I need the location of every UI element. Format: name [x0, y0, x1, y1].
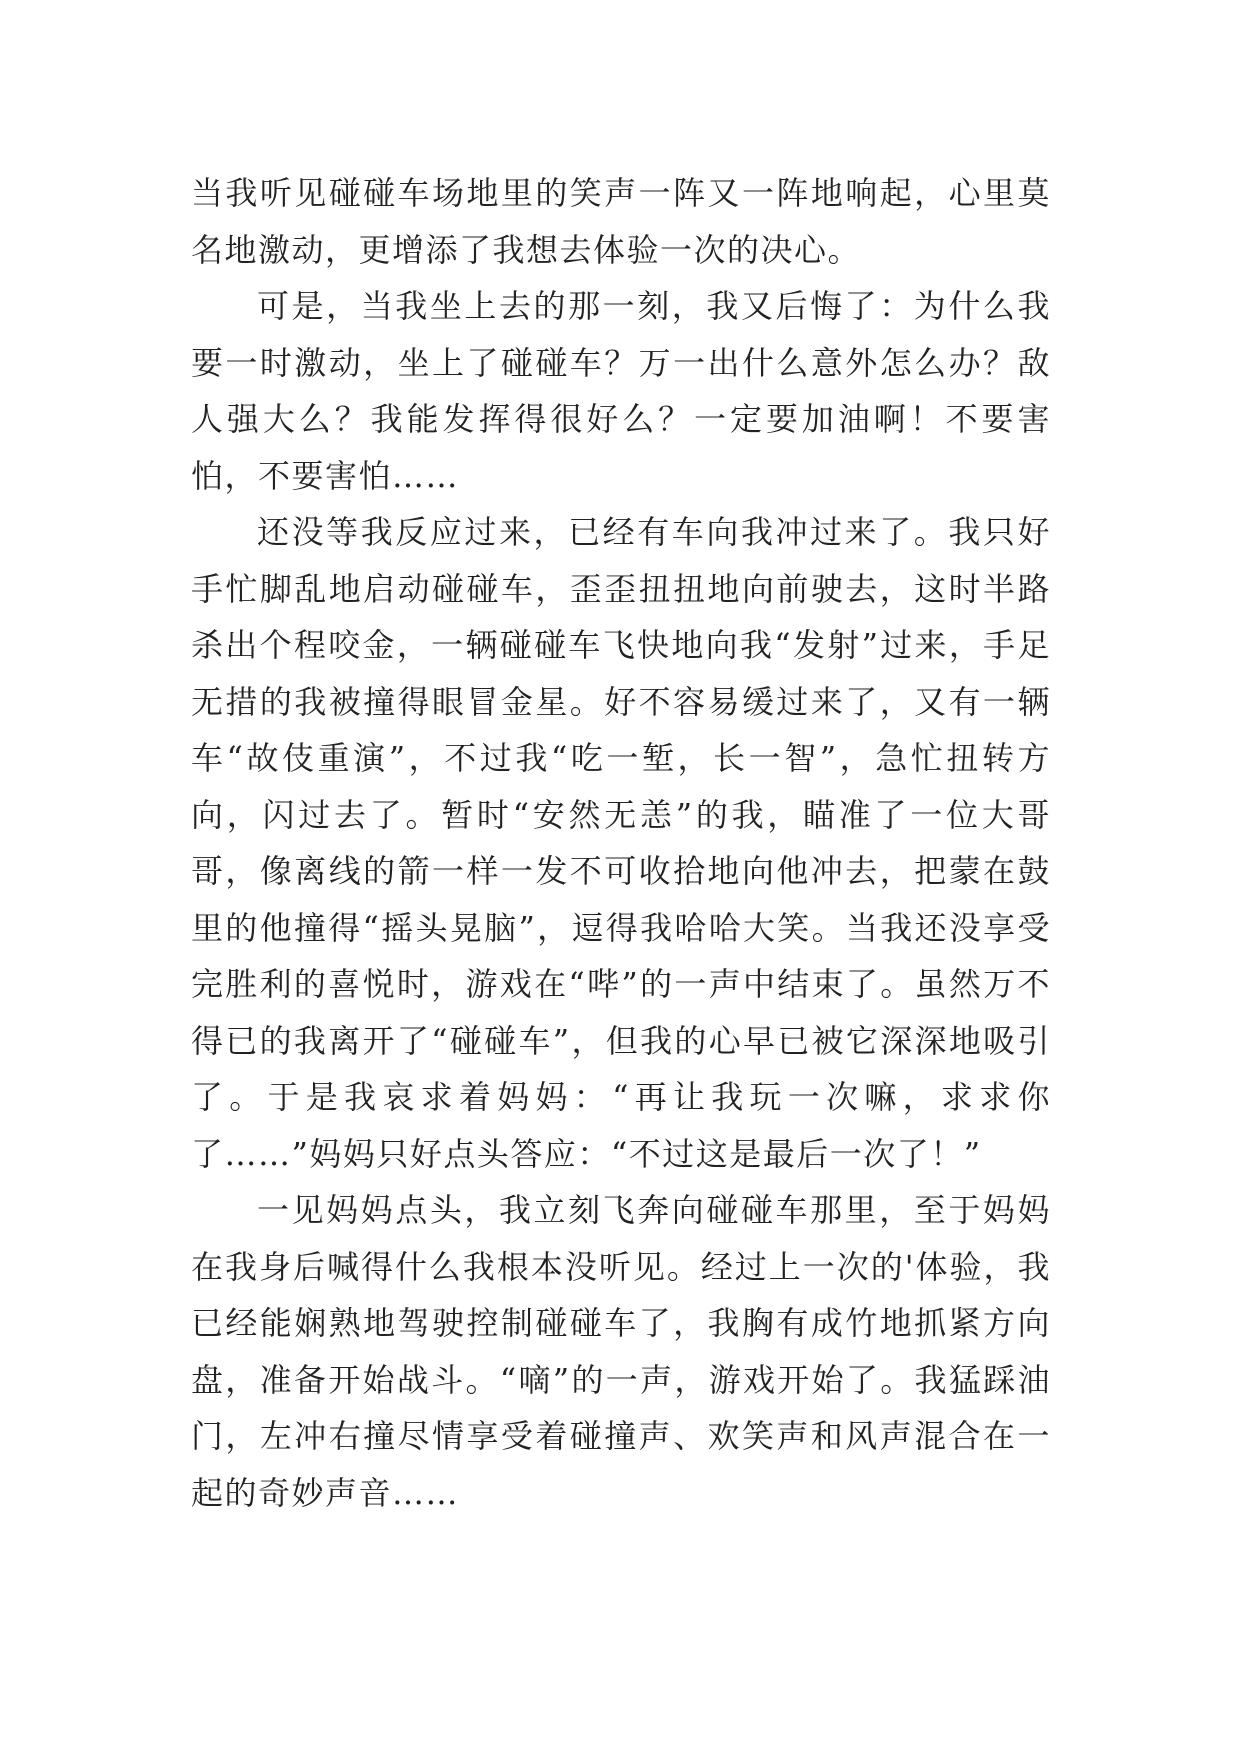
paragraph-3: 还没等我反应过来，已经有车向我冲过来了。我只好手忙脚乱地启动碰碰车，歪歪扭扭地向前驶去，这时半路杀出个程咬金，一辆碰碰车飞快地向我“发射”过来，手足无措的我被撞得眼冒金星。好不容易缓过来了，又有一辆车“故伎重演”，不过我“吃一堑，长一智”，急忙扭转方向，闪过去了。暂时“安然无恙”的我，瞄准了一位大哥哥，像离线的箭一样一发不可收拾地向他冲去，把蒙在鼓里的他撞得“摇头晃脑”，逗得我哈哈大笑。当我还没享受完胜利的喜悦时，游戏在“哔”的一声中结束了。虽然万不得已的我离开了“碰碰车”，但我的心早已被它深深地吸引了。于是我哀求着妈妈：“再让我玩一次嘛，求求你了……”妈妈只好点头答应：“不过这是最后一次了！” — [191, 513, 1051, 1173]
essay-body — [191, 165, 1051, 1521]
paragraph-2: 可是，当我坐上去的那一刻，我又后悔了：为什么我要一时激动，坐上了碰碰车？万一出什么意外怎么办？敌人强大么？我能发挥得很好么？一定要加油啊！不要害怕，不要害怕…… — [191, 287, 1051, 495]
paragraph-4: 一见妈妈点头，我立刻飞奔向碰碰车那里，至于妈妈在我身后喊得什么我根本没听见。经过上一次的'体验，我已经能娴熟地驾驶控制碰碰车了，我胸有成竹地抓紧方向盘，准备开始战斗。“嘀”的一声，游戏开始了。我猛踩油门，左冲右撞尽情享受着碰撞声、欢笑声和风声混合在一起的奇妙声音…… — [191, 1191, 1051, 1512]
paragraph-1: 当我听见碰碰车场地里的笑声一阵又一阵地响起，心里莫名地激动，更增添了我想去体验一次的决心。 — [191, 174, 1051, 269]
